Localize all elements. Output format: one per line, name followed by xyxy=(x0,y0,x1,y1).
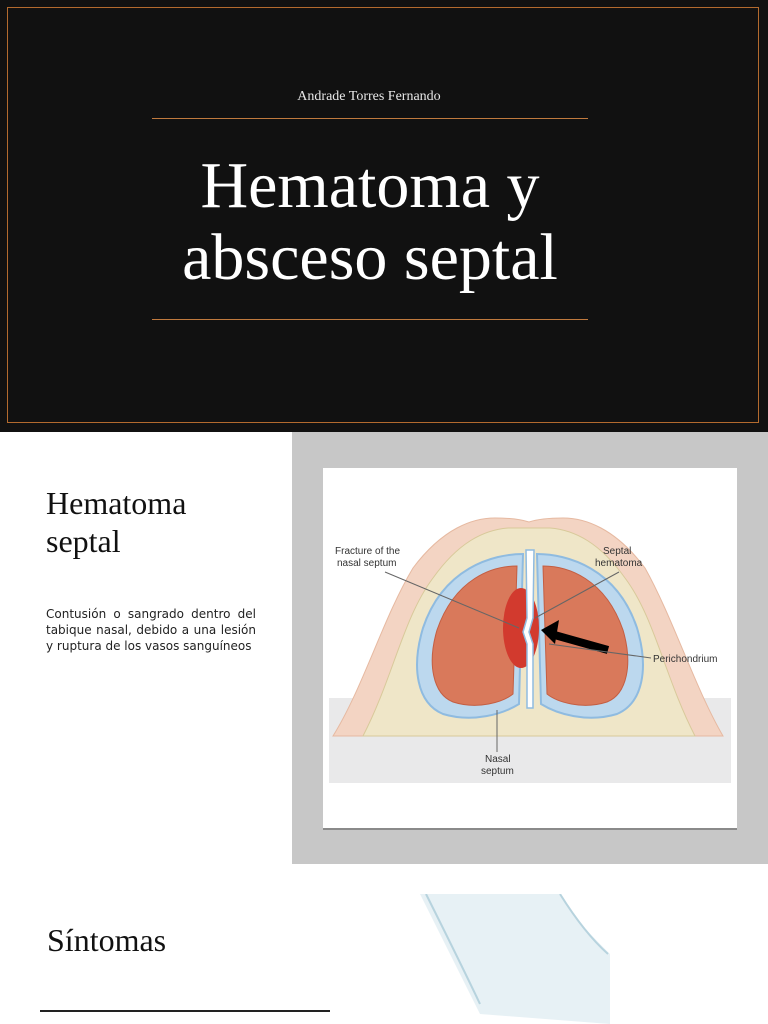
heading-line-1: Hematoma xyxy=(46,485,187,521)
label-perichondrium: Perichondrium xyxy=(653,654,718,665)
title-slide xyxy=(0,0,768,432)
symptoms-heading: Síntomas xyxy=(47,922,167,958)
label-hematoma-2: hematoma xyxy=(595,558,643,569)
author-name: Andrade Torres Fernando xyxy=(297,89,441,104)
title-line-1: Hematoma y xyxy=(200,149,540,222)
label-septum-2: septum xyxy=(481,766,514,777)
slide-title xyxy=(120,150,620,294)
top-divider xyxy=(152,118,588,119)
symptoms-slide xyxy=(0,884,768,1024)
title-line-2: absceso septal xyxy=(182,221,558,294)
label-septum-1: Nasal xyxy=(485,754,511,765)
section-heading xyxy=(46,484,276,560)
definition-text: Contusión o sangrado dentro del tabique nasal, debido a una lesión y ruptura de los vasos sanguíneos xyxy=(46,607,256,653)
watercolor-decoration-icon xyxy=(410,894,610,1024)
bottom-divider xyxy=(152,319,588,320)
content-slide xyxy=(0,432,768,884)
label-fracture-1: Fracture of the xyxy=(335,546,401,557)
label-fracture-2: nasal septum xyxy=(337,558,397,569)
septal-hematoma-diagram xyxy=(323,468,737,828)
heading-underline xyxy=(40,1010,330,1012)
label-hematoma-1: Septal xyxy=(603,546,632,557)
heading-line-2: septal xyxy=(46,523,121,559)
anatomy-figure xyxy=(323,468,737,830)
